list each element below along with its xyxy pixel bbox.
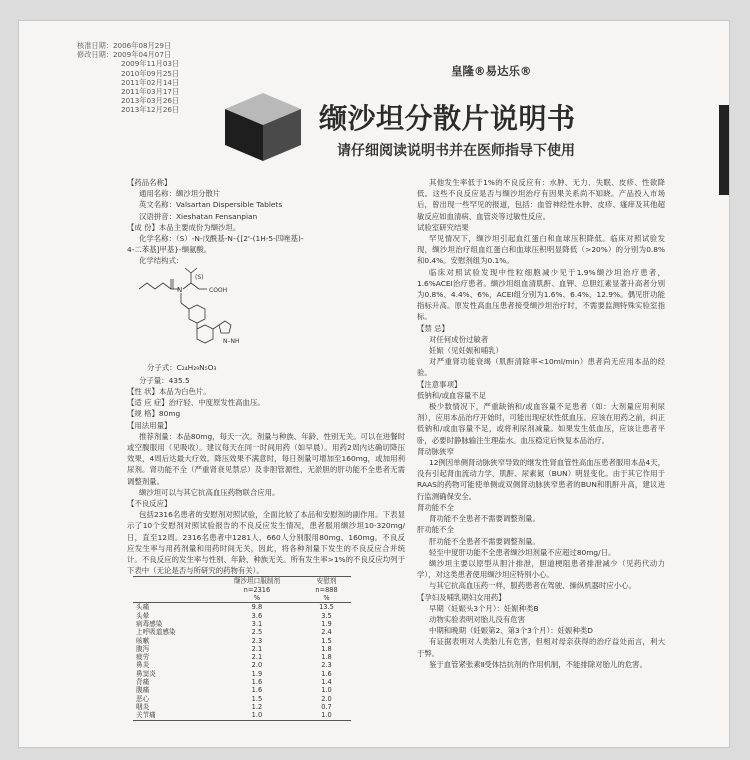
chemical-structure (135, 267, 335, 359)
subsection-heading: 肝功能不全 (417, 525, 454, 535)
right-column (417, 177, 665, 670)
lab-paragraph: 罕见情况下，缬沙坦引起血红蛋白和血球压积降低。临床对照试验发现，缬沙坦治疗组血红蛋白和血球压积明显降低（>20%）的分别为0.8%和0.4%。安慰剂组为0.1%。 (417, 234, 665, 266)
date-line: 修改日期：2009年04月07日 (77, 50, 172, 60)
leaflet-sheet (18, 20, 730, 748)
date-line: 2009年11月03日 (121, 59, 180, 69)
date-line: 核准日期：2006年08月29日 (77, 41, 172, 50)
pregnancy-item: 早期（妊娠头3个月）：妊娠种类B (429, 603, 539, 613)
chemical-name-cont: 4-二苯基]甲基}-缬氨酸。 (127, 245, 212, 255)
caution-paragraph: 与其它抗高血压药一样，服药患者在驾驶、操纵机器时应小心。 (429, 581, 636, 591)
table-header: n=2316 (243, 585, 271, 594)
subsection-heading: 低钠和/或血容量不足 (417, 390, 487, 400)
section-heading: 【药品名称】 (127, 178, 172, 187)
date-line: 2011年03月17日 (121, 87, 180, 97)
table-unit: % (302, 594, 351, 603)
caution-paragraph: 肾功能不全患者不需要调整剂量。 (429, 514, 540, 524)
character-line: 【性 状】本品为白色片。 (127, 387, 211, 397)
table-header: 安慰剂 (302, 577, 351, 586)
contra-item: 妊娠（见妊娠和哺乳） (429, 346, 503, 356)
table-row: 上呼吸道感染 2.5 2.4 (136, 628, 332, 637)
pinyin-name: 汉语拼音：Xieshatan Fensanpian (139, 211, 258, 221)
date-line: 2013年12月26日 (121, 105, 180, 115)
tetrazole-label: N–NH (223, 337, 240, 345)
table-row: 疲劳 2.1 1.8 (136, 653, 332, 662)
dosage-paragraph: 推荐剂量：本品80mg，每天一次。剂量与种族、年龄、性别无关。可以在进餐时或空腹服用（见吸收）。建议每天在同一时间用药（如早晨）。用药2周内达确切降压效果，4周后达最大疗效。降压效果不满意时，每日剂量可增加至160mg，或加用利尿剂。肾功能不全（严重肾衰见禁忌）及非胆管源性、无淤胆的肝功能不全患者无需调整剂量。 (127, 431, 405, 486)
indication-line: 【适 应 症】治疗轻、中度原发性高血压。 (127, 398, 265, 408)
subsection-heading: 肾功能不全 (417, 502, 454, 512)
section-heading: 【用法用量】 (127, 420, 172, 430)
table-row: 恶心 1.5 2.0 (136, 694, 332, 703)
spec-line: 【规 格】80mg (127, 409, 181, 419)
table-header: n=888 (315, 585, 338, 594)
page-title: 缬沙坦分散片说明书 (319, 102, 576, 135)
lab-paragraph: 临床对照试验发现中性粒细胞减少见于1.9%缬沙坦治疗患者，1.6%ACEI治疗患者。缬沙坦组血清肌酐、血钾、总胆红素显著升高者分别为0.8%、4.4%、6%，ACEI组分别为1.6%、6.4%、12.9%。偶见肝功能指标升高。原发性高血压患者接受缬沙坦治疗时，不需要监测特殊实验室指标。 (417, 267, 665, 322)
table-row: 头晕 3.6 3.5 (136, 611, 332, 620)
caution-paragraph: 缬沙坦主要以原型从胆汁排泄，胆道梗阻患者排泄减少（见药代动力学），对这类患者使用缬沙坦应特别小心。 (417, 558, 665, 580)
stereo-label: (S) (195, 273, 204, 281)
brand-logo: 皇隆®易达乐® (451, 64, 532, 78)
section-heading: 【不良反应】 (127, 499, 172, 509)
structure-label: 化学结构式： (139, 256, 184, 266)
table-row: 咳嗽 2.3 1.5 (136, 636, 332, 645)
section-heading: 【孕妇及哺乳期妇女用药】 (417, 592, 506, 602)
molecular-formula: 分子式：C₂₄H₂₉N₅O₃ (147, 362, 217, 372)
section-heading: 【注意事项】 (417, 379, 462, 389)
table-row: 鼻炎 2.0 2.3 (136, 661, 332, 670)
chemical-name: 化学名称：（S）-N-戊酰基-N-{[2'-(1H-5-四唑基)- (139, 234, 304, 244)
table-row: 病毒感染 3.1 1.9 (136, 619, 332, 628)
adverse-paragraph: 包括2316名患者的安慰剂对照试验，全面比较了本品和安慰剂的副作用。下表显示了10个安慰剂对照试验报告的不良反应发生情况，患者服用缬沙坦10-320mg/日，直至12周。2316名患者中1281人、660人分别服用80mg、160mg。不良反应发生率与用药剂量和用药时间无关，因此，将各种剂量下发生的不良反应合并统计。不良反应的发生率与性别、年龄、种族无关。所有发生率>1%的不良反应均列于下表中（无论是否与所研究的药物有关）。 (127, 510, 405, 576)
cube-logo (223, 91, 303, 163)
adverse-paragraph: 其他发生率低于1%的不良反应有：水肿、无力、失眠、皮疹、性欲降低。这些不良反应是否与缬沙坦治疗有因果关系尚不知晓。产品投入市场后，曾出现一些罕见的报道，包括：血管神经性水肿、皮疹、瘙痒及其他超敏反应如血清病、血管炎等过敏性反应。 (417, 178, 665, 221)
table-row: 腹泻 2.1 1.8 (136, 644, 332, 653)
table-row: 咽炎 1.2 0.7 (136, 702, 332, 711)
pregnancy-item: 鉴于血管紧张素Ⅱ受体拮抗剂的作用机制，不能排除对胎儿的危害。 (429, 659, 647, 669)
date-line: 2011年02月14日 (121, 77, 180, 87)
caution-paragraph: 极少数情况下，严重缺钠和/或血容量不足患者（如：大剂量应用利尿剂），应用本品治疗开始时，可能出现症状性低血压。应该在用药之前，纠正低钠和/或血容量不足，或将利尿剂减量。如果发生低血压，应该让患者平卧，必要时静脉输注生理盐水。血压稳定后恢复本品治疗。 (417, 402, 665, 445)
table-unit: % (212, 594, 302, 603)
pregnancy-item: 有证据表明对人类胎儿有危害，但相对母亲获得的治疗益处而言，利大于弊。 (417, 637, 665, 658)
section-heading: 【禁 忌】 (417, 323, 449, 333)
table-row: 背痛 1.6 1.4 (136, 678, 332, 687)
subsection-heading: 试验室研究结果 (417, 222, 469, 232)
nitrogen-label: N (177, 285, 183, 294)
edge-bar (719, 105, 730, 195)
page-subtitle: 请仔细阅读说明书并在医师指导下使用 (337, 143, 575, 159)
table-row: 关节痛 1.0 1.0 (133, 711, 351, 720)
english-name: 英文名称：Valsartan Dispersible Tablets (139, 200, 283, 210)
pregnancy-item: 动物实验表明对胎儿没有危害 (429, 614, 526, 624)
adverse-events-table (133, 576, 351, 720)
contra-item: 对任何成份过敏者 (429, 334, 489, 344)
pregnancy-item: 中期和晚期（妊娠第2、第3个3个月）：妊娠种类D (429, 626, 593, 636)
ingredient-line: 【成 份】本品主要成份为缬沙坦。 (127, 222, 241, 232)
date-line: 2013年03月26日 (121, 96, 180, 106)
date-line: 2010年09月25日 (121, 68, 180, 78)
caution-paragraph: 肝功能不全患者不需要调整剂量。 (429, 536, 540, 546)
caution-paragraph: 12例因单侧肾动脉狭窄导致的继发性肾血管性高血压患者服用本品4天，没有引起肾血流动力学、肌酐、尿素氮（BUN）明显变化。由于其它作用于RAAS的药物可能使单侧或双侧肾动脉狭窄患者的BUN和肌酐升高，建议进行监测确保安全。 (417, 458, 665, 501)
left-column (127, 177, 405, 721)
table-row: 鼻窦炎 1.9 1.6 (136, 669, 332, 678)
subsection-heading: 肾动脉狭窄 (417, 446, 454, 456)
cooh-label: COOH (209, 286, 228, 294)
contra-item: 对严重肾功能衰竭（肌酐清除率<10ml/min）患者尚无应用本品的经验。 (417, 357, 665, 378)
table-row: 头痛 9.8 13.5 (136, 603, 334, 612)
table-row: 腹痛 1.6 1.0 (136, 686, 332, 695)
caution-paragraph: 轻至中度肝功能不全患者缬沙坦剂量不应超过80mg/日。 (429, 547, 616, 557)
dosage-paragraph: 缬沙坦可以与其它抗高血压药物联合应用。 (139, 487, 280, 497)
molecular-weight: 分子量：435.5 (139, 375, 190, 385)
table-header: 缬沙坦口服制剂 (212, 577, 302, 586)
revision-dates (77, 41, 179, 115)
generic-name: 通用名称：缬沙坦分散片 (139, 189, 221, 199)
